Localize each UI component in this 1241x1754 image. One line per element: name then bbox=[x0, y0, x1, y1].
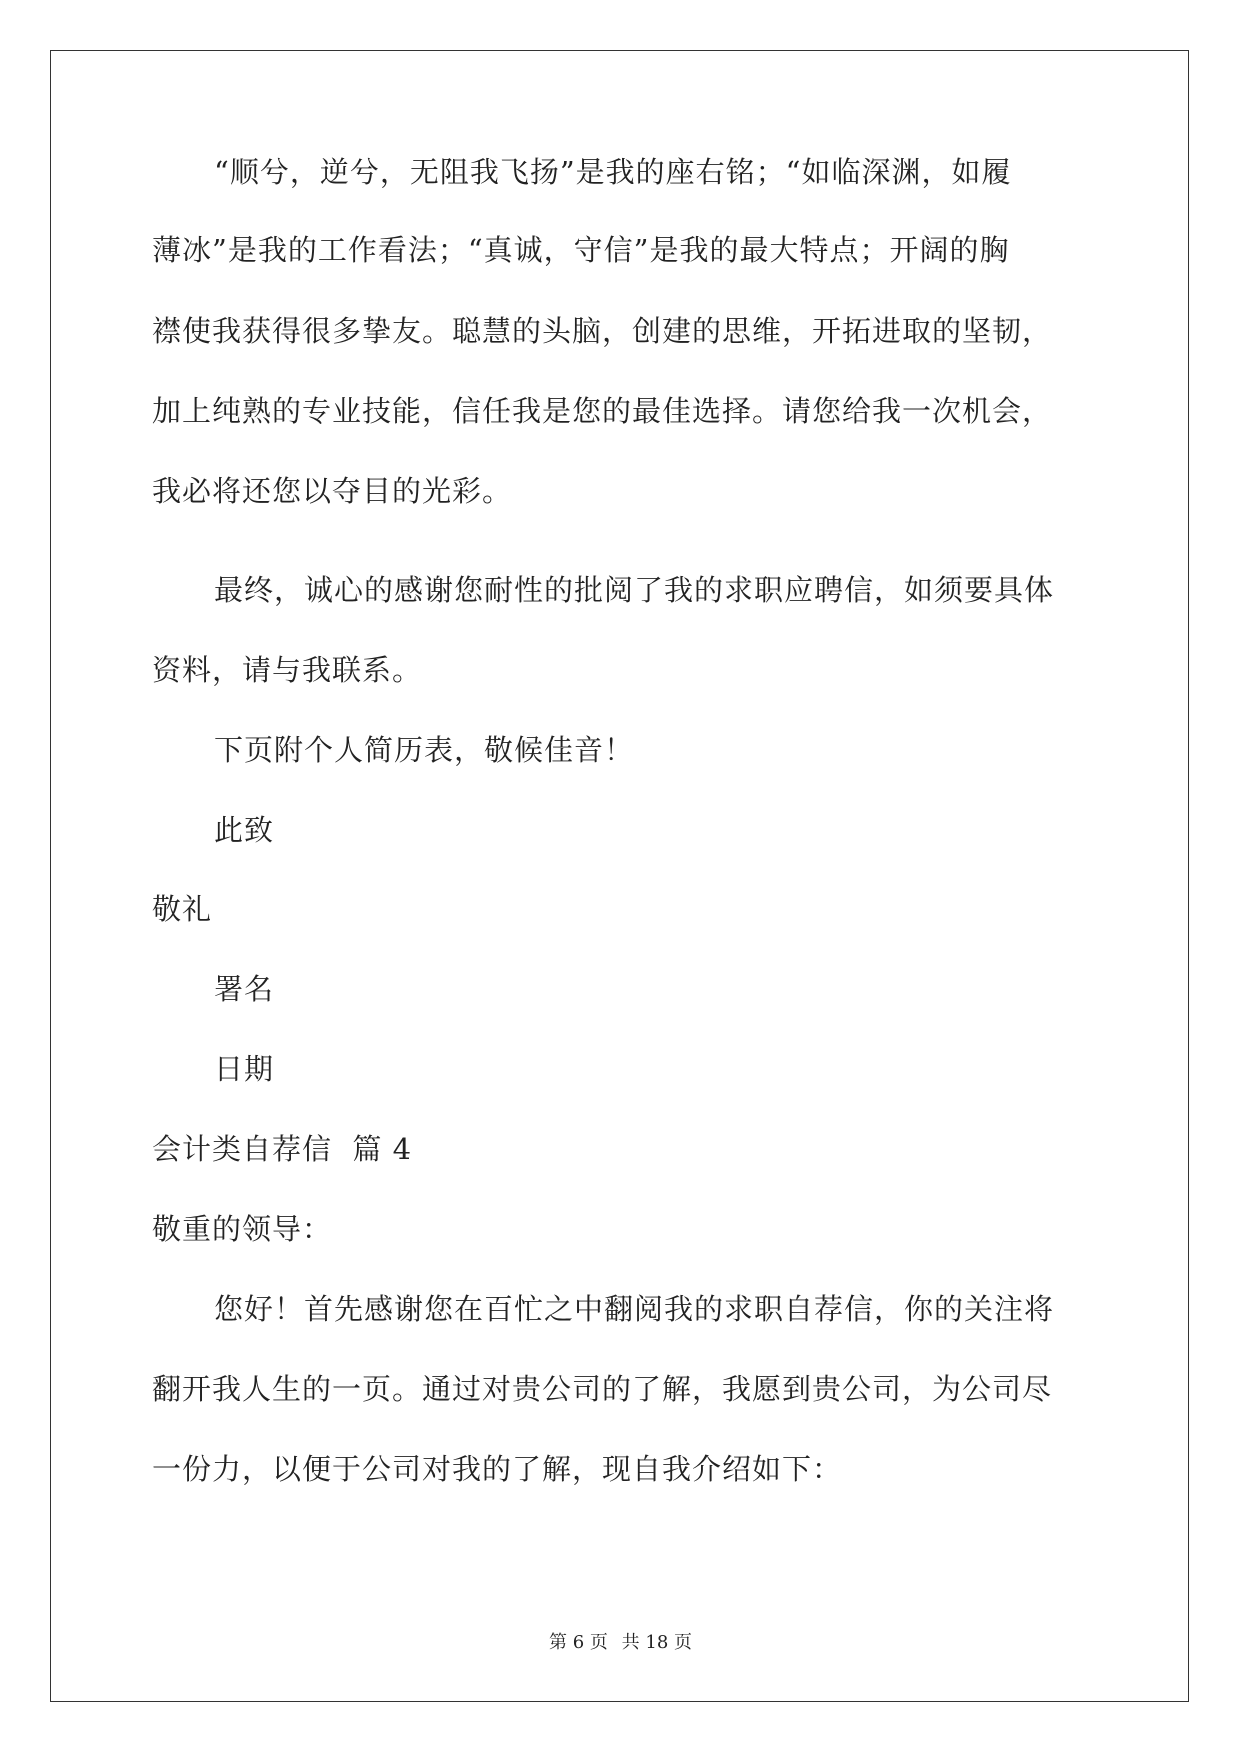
text-line: 翻开我人生的一页。通过对贵公司的了解，我愿到贵公司，为公司尽 bbox=[152, 1372, 1053, 1406]
text-line: 最终，诚心的感谢您耐性的批阅了我的求职应聘信，如须要具体 bbox=[214, 573, 1055, 607]
text-line: 襟使我获得很多挚友。聪慧的头脑，创建的思维，开拓进取的坚韧， bbox=[152, 314, 1053, 348]
salutation: 敬重的领导： bbox=[152, 1212, 333, 1246]
text-line: 我必将还您以夺目的光彩。 bbox=[152, 474, 513, 508]
text-line: 下页附个人简历表，敬候佳音！ bbox=[214, 733, 635, 767]
text-line: 一份力，以便于公司对我的了解，现自我介绍如下： bbox=[152, 1452, 843, 1486]
text-line: 加上纯熟的专业技能，信任我是您的最佳选择。请您给我一次机会， bbox=[152, 394, 1053, 428]
text-line: “顺兮，逆兮，无阻我飞扬”是我的座右铭；“如临深渊，如履 bbox=[214, 155, 1012, 189]
section-heading: 会计类自荐信 篇 4 bbox=[152, 1132, 413, 1166]
text-line: 此致 bbox=[214, 813, 275, 847]
text-line: 薄冰”是我的工作看法；“真诚，守信”是我的最大特点；开阔的胸 bbox=[152, 233, 1010, 267]
text-line: 您好！首先感谢您在百忙之中翻阅我的求职自荐信，你的关注将 bbox=[214, 1292, 1055, 1326]
text-line: 资料，请与我联系。 bbox=[152, 653, 423, 687]
text-line: 日期 bbox=[214, 1052, 275, 1086]
text-line: 署名 bbox=[214, 972, 275, 1006]
page-number: 第 6 页 bbox=[549, 1632, 608, 1653]
text-line: 敬礼 bbox=[152, 892, 213, 926]
page-footer bbox=[0, 1628, 1241, 1654]
page-total: 共 18 页 bbox=[621, 1632, 692, 1653]
